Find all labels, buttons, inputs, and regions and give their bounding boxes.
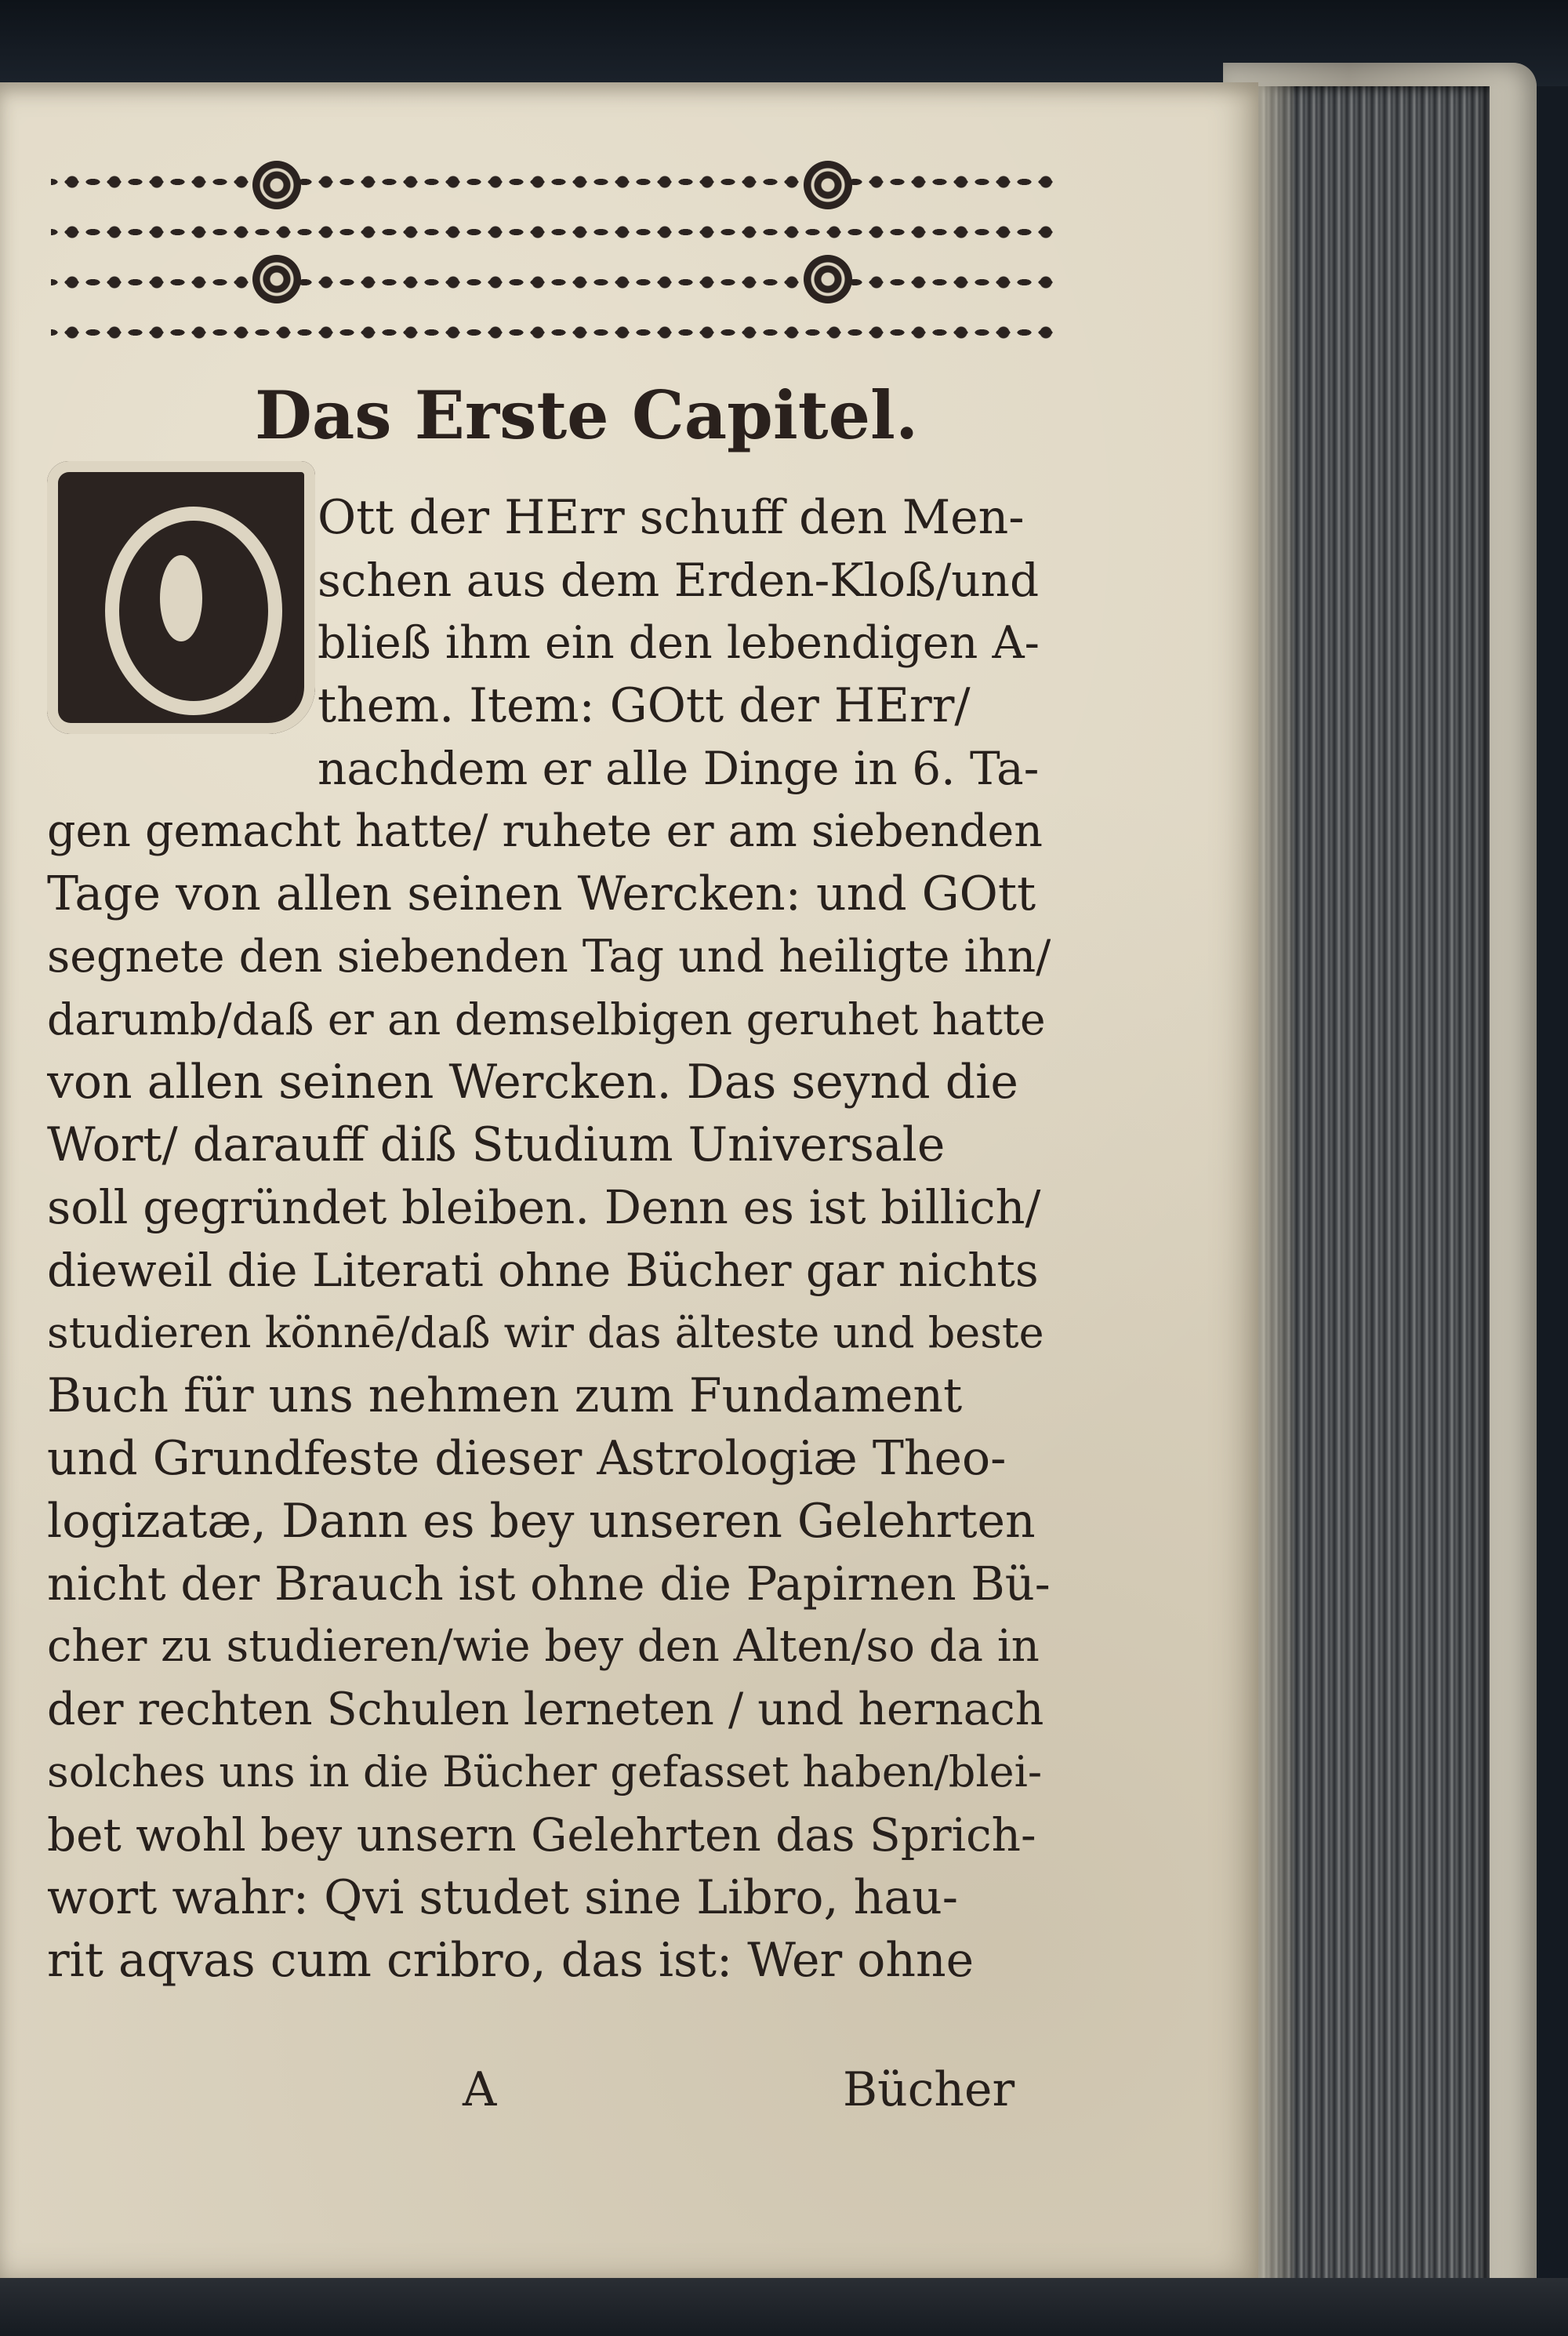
text-line: nicht der Brauch ist ohne die Papirnen Bü- bbox=[47, 1557, 1051, 1611]
text-line: cher zu studieren/wie bey den Alten/so da in bbox=[47, 1621, 1040, 1672]
ornament-row bbox=[51, 211, 1054, 253]
decorated-initial bbox=[47, 461, 315, 734]
chapter-heading: Das Erste Capitel. bbox=[255, 376, 919, 454]
text-line: segnete den siebenden Tag und heiligte ihn/ bbox=[47, 931, 1051, 983]
text-line: schen aus dem Erden-Kloß/und bbox=[318, 554, 1040, 607]
catchword: Bücher bbox=[843, 2062, 1015, 2117]
text-line: Wort/ darauff diß Studium Universale bbox=[47, 1117, 946, 1172]
text-line: them. Item: GOtt der HErr/ bbox=[318, 678, 971, 733]
text-line: der rechten Schulen lerneten / und hernach bbox=[47, 1684, 1044, 1735]
text-line: gen gemacht hatte/ ruhete er am siebenden bbox=[47, 805, 1044, 857]
page-edges bbox=[1247, 86, 1490, 2298]
text-line: logizatæ, Dann es bey unseren Gelehrten bbox=[47, 1494, 1036, 1549]
text-line: studieren könnē/daß wir das älteste und beste bbox=[47, 1308, 1044, 1357]
text-line: solches uns in die Bücher gefasset haben/blei- bbox=[47, 1747, 1043, 1797]
text-line: dieweil die Literati ohne Bücher gar nichts bbox=[47, 1244, 1039, 1297]
ornament-row bbox=[51, 311, 1054, 354]
rosette-icon bbox=[804, 161, 852, 209]
text-line: bließ ihm ein den lebendigen A- bbox=[318, 617, 1040, 669]
rosette-icon bbox=[804, 255, 852, 303]
text-line: darumb/daß er an demselbigen geruhet hatte bbox=[47, 994, 1046, 1044]
text-line: rit aqvas cum cribro, das ist: Wer ohne bbox=[47, 1933, 975, 1988]
rosette-icon bbox=[252, 161, 301, 209]
rosette-icon bbox=[252, 255, 301, 303]
ornament-border bbox=[51, 161, 1054, 369]
text-line: und Grundfeste dieser Astrologiæ Theo- bbox=[47, 1431, 1007, 1486]
ornament-row bbox=[51, 261, 1054, 303]
text-line: bet wohl bey unsern Gelehrten das Sprich- bbox=[47, 1808, 1036, 1862]
text-line: von allen seinen Wercken. Das seynd die bbox=[47, 1055, 1018, 1110]
ornament-row bbox=[51, 161, 1054, 203]
background-bottom bbox=[0, 2278, 1568, 2336]
signature-mark: A bbox=[463, 2062, 497, 2117]
text-line: wort wahr: Qvi studet sine Libro, hau- bbox=[47, 1870, 959, 1925]
text-line: Ott der HErr schuff den Men- bbox=[318, 490, 1025, 545]
text-line: nachdem er alle Dinge in 6. Ta- bbox=[318, 742, 1040, 795]
text-line: soll gegründet bleiben. Denn es ist billich/ bbox=[47, 1180, 1041, 1234]
text-line: Buch für uns nehmen zum Fundament bbox=[47, 1368, 963, 1423]
text-line: Tage von allen seinen Wercken: und GOtt bbox=[47, 866, 1036, 921]
